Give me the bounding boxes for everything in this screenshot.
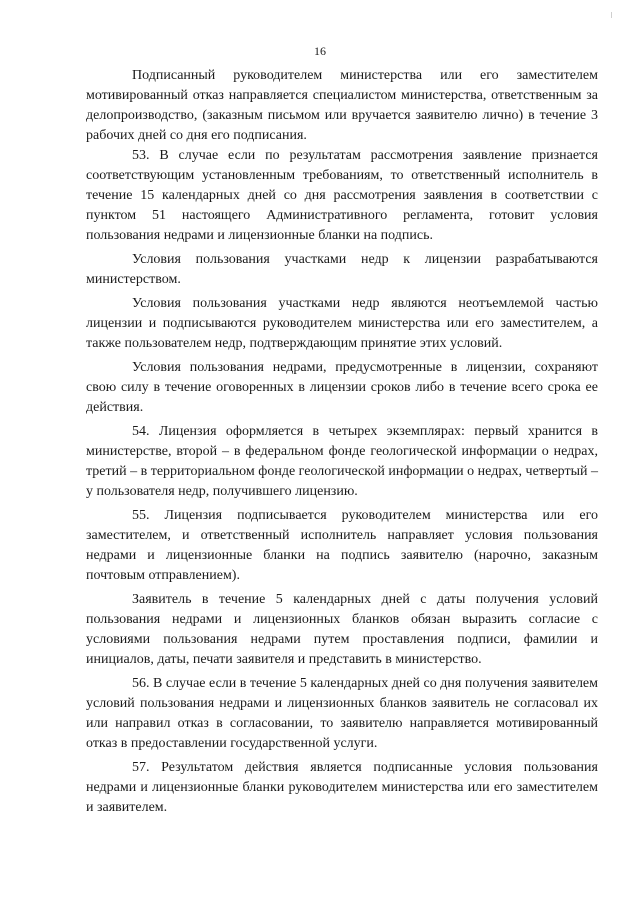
paragraph-conditions-validity: Условия пользования недрами, предусмотренные в лицензии, сохраняют свою силу в течение оговоренных в лицензии сроков либо в течение всего срока ее действия. [86,360,598,415]
paragraph-clause-57: 57. Результатом действия является подписанные условия пользования недрами и лицензионные бланки руководителем министерства или его заместителем и заявителем. [86,760,598,815]
paragraph-conditions-integral: Условия пользования участками недр являются неотъемлемой частью лицензии и подписываются руководителем министерства или его заместителем, а также пользователем недр, подтверждающим принятие этих условий. [86,296,598,351]
paragraph-clause-54: 54. Лицензия оформляется в четырех экземплярах: первый хранится в министерстве, второй – в федеральном фонде геологической информации о недрах, третий – в территориальном фонде геологической информации о недрах, четвертый – у пользователя недр, получившего лицензию. [86,424,598,499]
page-number: 16 [314,44,326,58]
paragraph-conditions-developed: Условия пользования участками недр к лицензии разрабатываются министерством. [86,252,598,287]
paragraph-clause-53: 53. В случае если по результатам рассмотрения заявление признается соответствующим установленным требованиям, то ответственный исполнитель в течение 15 календарных дней со дня рассмотрения заявления в соответствии с пунктом 51 настоящего Административного регламента, готовит условия пользования недрами и лицензионные бланки на подпись. [86,148,598,243]
document-body [86,66,598,818]
scan-mark [611,12,612,18]
paragraph-rejection-notice: Подписанный руководителем министерства или его заместителем мотивированный отказ направляется специалистом министерства, ответственным за делопроизводство, (заказным письмом или вручается заявителю лично) в течение 3 рабочих дней со дня его подписания. [86,68,598,143]
paragraph-applicant-consent: Заявитель в течение 5 календарных дней с даты получения условий пользования недрами и лицензионных бланков обязан выразить согласие с условиями пользования недрами путем проставления подписи, фамилии и инициалов, даты, печати заявителя и представить в министерство. [86,592,598,667]
paragraph-clause-56: 56. В случае если в течение 5 календарных дней со дня получения заявителем условий пользования недрами и лицензионных бланков заявитель не согласовал их или направил отказ в согласовании, то заявителю направляется мотивированный отказ в предоставлении государственной услуги. [86,676,598,751]
paragraph-clause-55: 55. Лицензия подписывается руководителем министерства или его заместителем, и ответственный исполнитель направляет условия пользования недрами и лицензионные бланки на подпись заявителю (нарочно, заказным почтовым отправлением). [86,508,598,583]
